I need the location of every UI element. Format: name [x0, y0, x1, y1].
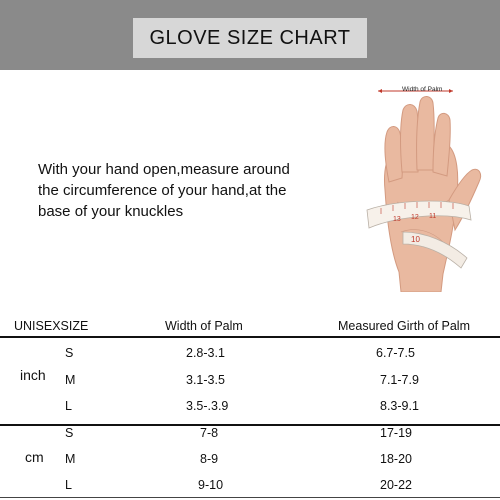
width-cell: 7-8 — [200, 426, 219, 440]
hand-with-measuring-tape-icon — [345, 82, 485, 292]
tape-mark: 11 — [429, 213, 437, 220]
girth-cell: 6.7-7.5 — [376, 346, 415, 360]
tape-mark: 12 — [411, 214, 419, 221]
width-cell: 9-10 — [198, 478, 224, 492]
tape-mark: 13 — [393, 216, 401, 223]
bottom-divider — [0, 497, 500, 498]
tape-mark: 10 — [411, 235, 420, 244]
measurement-instructions — [38, 159, 298, 222]
title-banner — [0, 0, 500, 70]
header-girth: Measured Girth of Palm — [338, 319, 470, 333]
unit-label: cm — [25, 449, 44, 465]
group-divider — [0, 424, 500, 426]
instruction-line: base of your knuckles — [38, 203, 184, 220]
size-cell: S — [65, 346, 74, 360]
size-cell: L — [65, 399, 72, 413]
girth-cell: 20-22 — [380, 478, 412, 492]
width-cell: 2.8-3.1 — [186, 346, 225, 360]
size-cell: M — [65, 452, 76, 466]
width-cell: 3.5-.3.9 — [186, 399, 229, 413]
girth-cell: 7.1-7.9 — [380, 373, 419, 387]
header-size: UNISEXSIZE — [14, 319, 89, 333]
width-of-palm-label: Width of Palm — [402, 86, 443, 93]
girth-cell: 18-20 — [380, 452, 412, 466]
girth-cell: 8.3-9.1 — [380, 399, 419, 413]
instruction-line: With your hand open,measure around — [38, 161, 290, 178]
size-cell: S — [65, 426, 74, 440]
size-cell: M — [65, 373, 76, 387]
page-title: GLOVE SIZE CHART — [133, 18, 367, 58]
size-cell: L — [65, 478, 72, 492]
instruction-line: the circumference of your hand,at the — [38, 182, 287, 199]
hand-icon — [384, 96, 480, 292]
girth-cell: 17-19 — [380, 426, 412, 440]
width-cell: 3.1-3.5 — [186, 373, 225, 387]
unit-label: inch — [20, 367, 46, 383]
header-divider — [0, 336, 500, 338]
width-cell: 8-9 — [200, 452, 219, 466]
header-width: Width of Palm — [165, 319, 243, 333]
table-header — [0, 309, 500, 335]
